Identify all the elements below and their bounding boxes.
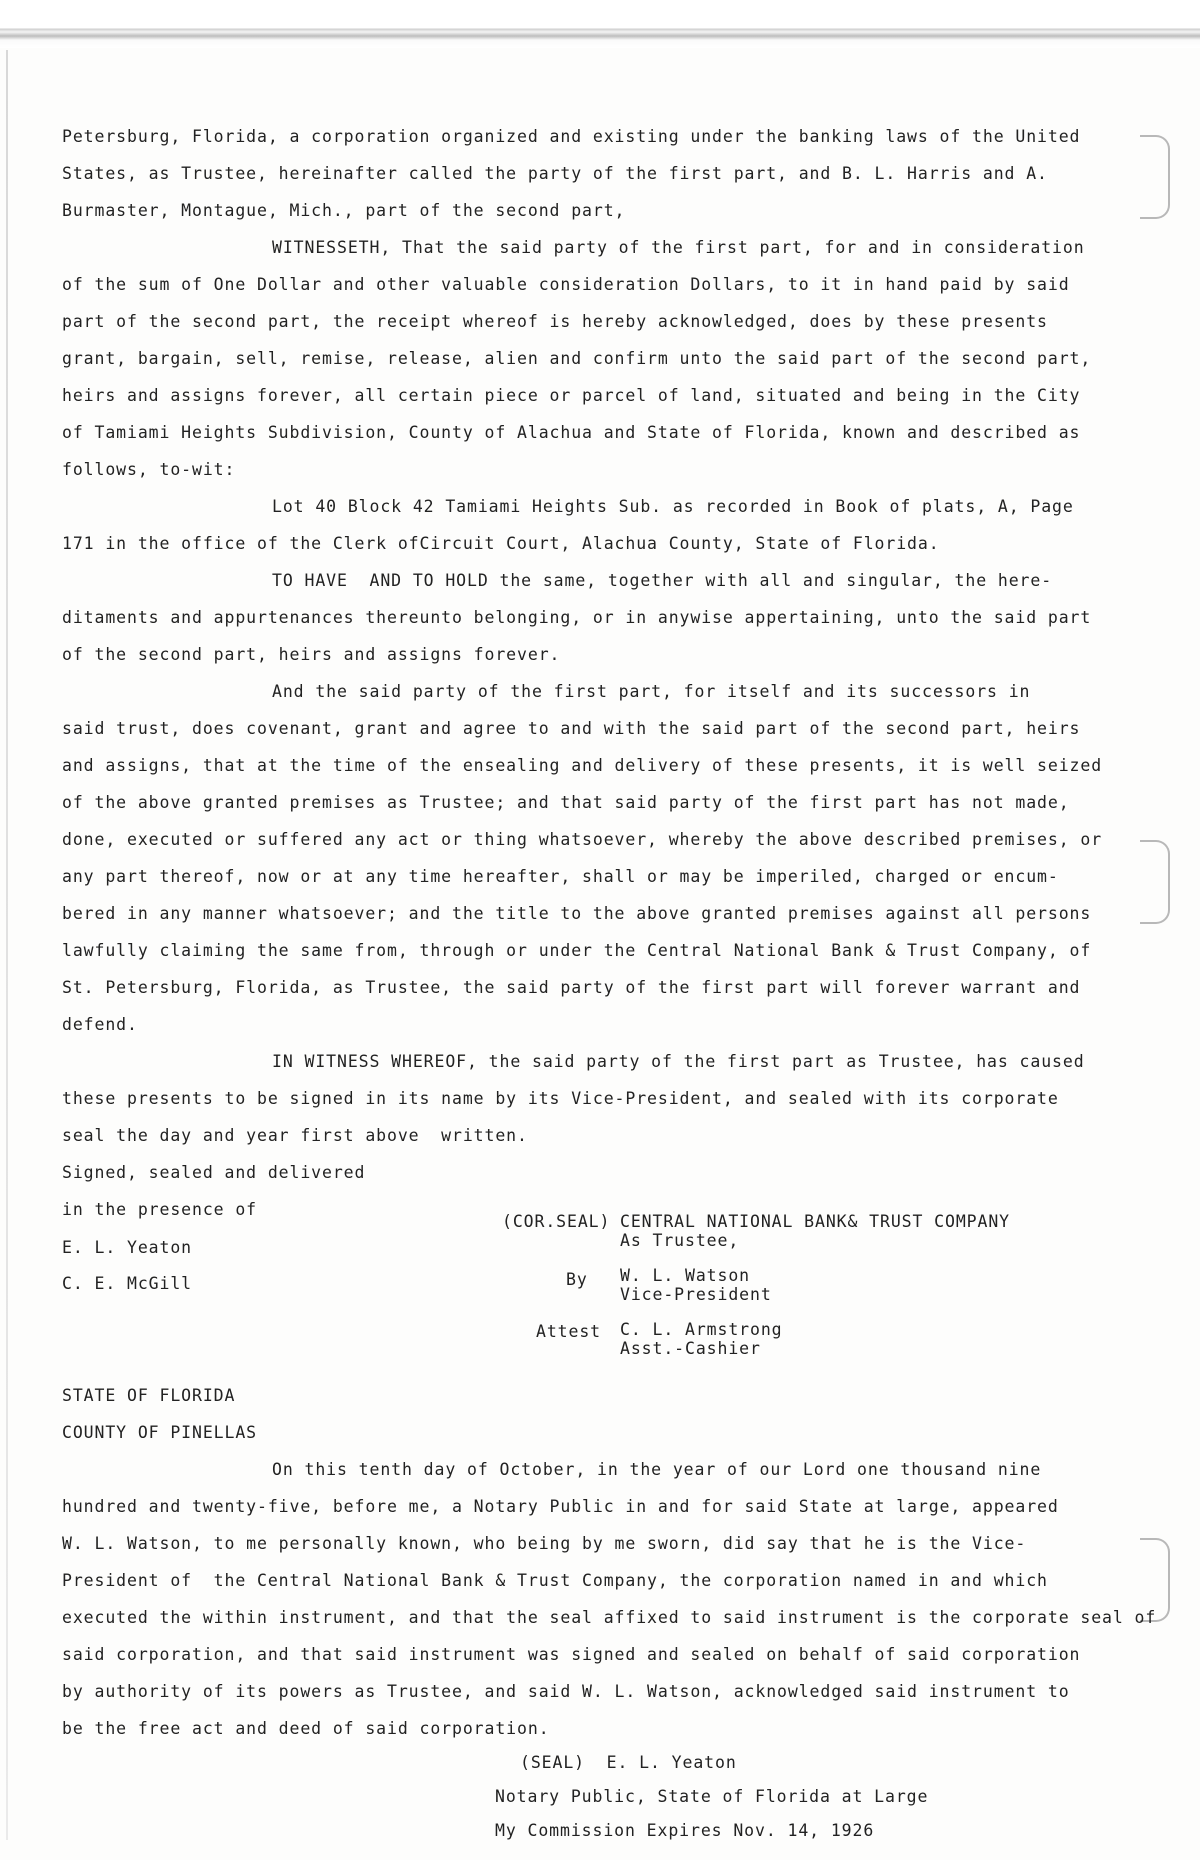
deed-line: bered in any manner whatsoever; and the title to the above granted premises against all persons	[62, 904, 1092, 923]
deed-line: of the above granted premises as Trustee; and that said party of the first part has not made,	[62, 793, 1070, 812]
deed-line: grant, bargain, sell, remise, release, alien and confirm unto the said part of the second part,	[62, 349, 1092, 368]
witness-name: E. L. Yeaton	[62, 1238, 193, 1257]
acknowledgment-line: hundred and twenty-five, before me, a Notary Public in and for said State at large, appeared	[62, 1497, 1059, 1516]
acknowledgment-line: W. L. Watson, to me personally known, who being by me sworn, did say that he is the Vice-	[62, 1534, 1027, 1553]
deed-line: defend.	[62, 1015, 138, 1034]
acknowledgment-line: by authority of its powers as Trustee, and said W. L. Watson, acknowledged said instrument to	[62, 1682, 1070, 1701]
notary-seal-signature: (SEAL) E. L. Yeaton	[520, 1753, 737, 1772]
attest-label: Attest	[536, 1322, 602, 1341]
commission-expiry: My Commission Expires Nov. 14, 1926	[495, 1821, 875, 1840]
deed-line: these presents to be signed in its name by its Vice-President, and sealed with its corporate	[62, 1089, 1059, 1108]
deed-line: Burmaster, Montague, Mich., part of the second part,	[62, 201, 626, 220]
deed-line: follows, to-wit:	[62, 460, 236, 479]
scan-left-edge	[6, 50, 8, 1840]
acknowledgment-line: said corporation, and that said instrument was signed and sealed on behalf of said corporation	[62, 1645, 1081, 1664]
deed-line: lawfully claiming the same from, through or under the Central National Bank & Trust Company, of	[62, 941, 1092, 960]
deed-line: in the presence of	[62, 1200, 258, 1219]
deed-line: of the sum of One Dollar and other valuable consideration Dollars, to it in hand paid by said	[62, 275, 1070, 294]
deed-line: Petersburg, Florida, a corporation organized and existing under the banking laws of the United	[62, 127, 1081, 146]
deed-line: done, executed or suffered any act or thing whatsoever, whereby the above described premises, or	[62, 830, 1103, 849]
deed-line: any part thereof, now or at any time hereafter, shall or may be imperiled, charged or encum-	[62, 867, 1059, 886]
deed-line: Signed, sealed and delivered	[62, 1163, 366, 1182]
deed-line: States, as Trustee, hereinafter called the party of the first part, and B. L. Harris and A.	[62, 164, 1048, 183]
deed-line: TO HAVE AND TO HOLD the same, together with all and singular, the here-	[272, 571, 1053, 590]
deed-line: part of the second part, the receipt whereof is hereby acknowledged, does by these presents	[62, 312, 1048, 331]
deed-line: and assigns, that at the time of the ensealing and delivery of these presents, it is well seized	[62, 756, 1103, 775]
by-label: By	[566, 1270, 588, 1289]
witness-name: C. E. McGill	[62, 1274, 193, 1293]
signer-title: Vice-President	[620, 1285, 772, 1304]
deed-line: of the second part, heirs and assigns forever.	[62, 645, 561, 664]
venue-state: STATE OF FLORIDA	[62, 1386, 236, 1405]
company-name: CENTRAL NATIONAL BANK& TRUST COMPANY	[620, 1212, 1011, 1231]
acknowledgment-line: President of the Central National Bank & Trust Company, the corporation named in and which	[62, 1571, 1048, 1590]
deed-line: of Tamiami Heights Subdivision, County of Alachua and State of Florida, known and described as	[62, 423, 1081, 442]
deed-line: IN WITNESS WHEREOF, the said party of the first part as Trustee, has caused	[272, 1052, 1085, 1071]
binder-hole-top	[1140, 135, 1170, 219]
scan-top-edge	[0, 0, 1200, 48]
acknowledgment-line: be the free act and deed of said corporation.	[62, 1719, 550, 1738]
venue-county: COUNTY OF PINELLAS	[62, 1423, 258, 1442]
deed-line: seal the day and year first above written.	[62, 1126, 528, 1145]
binder-hole-middle	[1140, 840, 1170, 924]
deed-line: St. Petersburg, Florida, as Trustee, the said party of the first part will forever warrant and	[62, 978, 1081, 997]
corporate-seal-label: (COR.SEAL)	[502, 1212, 611, 1231]
deed-line: 171 in the office of the Clerk ofCircuit Court, Alachua County, State of Florida.	[62, 534, 940, 553]
deed-line: And the said party of the first part, for itself and its successors in	[272, 682, 1031, 701]
deed-line: WITNESSETH, That the said party of the first part, for and in consideration	[272, 238, 1085, 257]
deed-line: ditaments and appurtenances thereunto belonging, or in anywise appertaining, unto the said part	[62, 608, 1092, 627]
deed-line: Lot 40 Block 42 Tamiami Heights Sub. as recorded in Book of plats, A, Page	[272, 497, 1074, 516]
notary-title: Notary Public, State of Florida at Large	[495, 1787, 929, 1806]
attester-name: C. L. Armstrong	[620, 1320, 783, 1339]
deed-line: said trust, does covenant, grant and agree to and with the said part of the second part, heirs	[62, 719, 1081, 738]
company-role: As Trustee,	[620, 1231, 740, 1250]
signer-name: W. L. Watson	[620, 1266, 751, 1285]
acknowledgment-line: executed the within instrument, and that the seal affixed to said instrument is the corporate seal of	[62, 1608, 1157, 1627]
acknowledgment-line: On this tenth day of October, in the year of our Lord one thousand nine	[272, 1460, 1042, 1479]
attester-title: Asst.-Cashier	[620, 1339, 761, 1358]
deed-line: heirs and assigns forever, all certain piece or parcel of land, situated and being in the City	[62, 386, 1081, 405]
